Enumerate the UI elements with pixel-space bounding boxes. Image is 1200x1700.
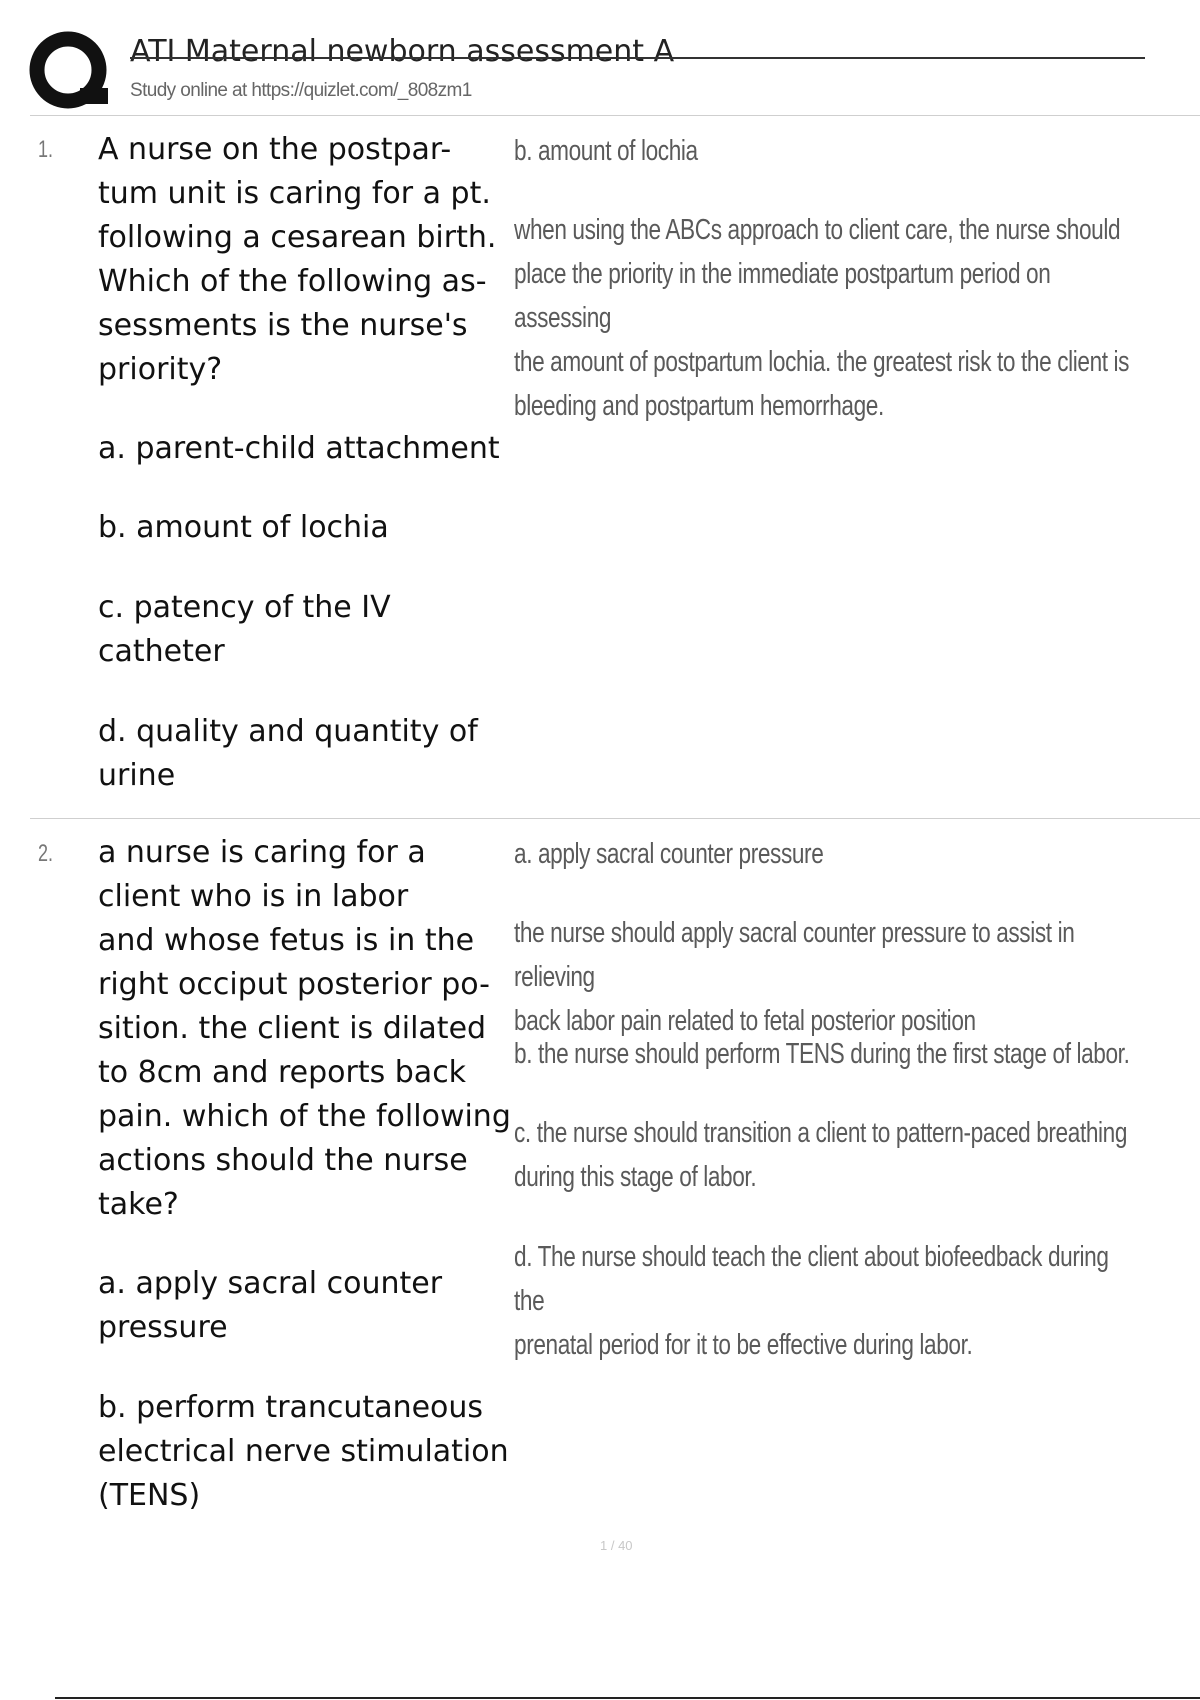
question-text: A nurse on the postpar- tum unit is caring for a pt. following a cesarean birth. Which of the following as- sessments is the nurse's priority? bbox=[98, 132, 497, 387]
option-b: b. amount of lochia bbox=[98, 510, 389, 545]
question-text: a nurse is caring for a client who is in labor and whose fetus is in the right occiput posterior po- sition. the client is dilated to 8cm and reports back pain. which of the following actions should the nurse take? bbox=[98, 835, 511, 1222]
rationale-text: when using the ABCs approach to client care, the nurse should place the priority in the immediate postpartum period on assessing the amount of postpartum lochia. the greatest risk to the client is bleeding and postpartum hemorrhage. bbox=[514, 214, 1130, 422]
card-separator bbox=[30, 818, 1200, 819]
note-b: b. the nurse should perform TENS during the first stage of labor. bbox=[514, 1038, 1130, 1070]
answer-text: b. amount of lochia bbox=[514, 135, 698, 167]
answer-text: a. apply sacral counter pressure bbox=[514, 838, 824, 870]
option-a: a. parent-child attachment bbox=[98, 431, 500, 466]
option-b: b. perform trancutaneous electrical nerve stimulation (TENS) bbox=[98, 1390, 509, 1513]
option-c: c. patency of the IV catheter bbox=[98, 590, 391, 669]
title-rule bbox=[130, 57, 1145, 59]
bottom-rule bbox=[55, 1697, 1200, 1699]
quizlet-logo-icon bbox=[28, 30, 112, 114]
card-separator bbox=[30, 115, 1200, 116]
note-c: c. the nurse should transition a client to pattern-paced breathing during this stage of labor. bbox=[514, 1117, 1128, 1193]
option-a: a. apply sacral counter pressure bbox=[98, 1266, 443, 1345]
card-number: 2. bbox=[38, 840, 54, 867]
study-online-link[interactable]: Study online at https://quizlet.com/_808zm1 bbox=[130, 80, 472, 101]
rationale-text: the nurse should apply sacral counter pressure to assist in relieving back labor pain related to fetal posterior position bbox=[514, 917, 1075, 1037]
note-d: d. The nurse should teach the client about biofeedback during the prenatal period for it to be effective during labor. bbox=[514, 1241, 1109, 1361]
document-title: ATI Maternal newborn assessment A bbox=[130, 34, 675, 69]
card-number: 1. bbox=[38, 136, 54, 163]
option-d: d. quality and quantity of urine bbox=[98, 714, 478, 793]
page-number: 1 / 40 bbox=[600, 1538, 633, 1553]
